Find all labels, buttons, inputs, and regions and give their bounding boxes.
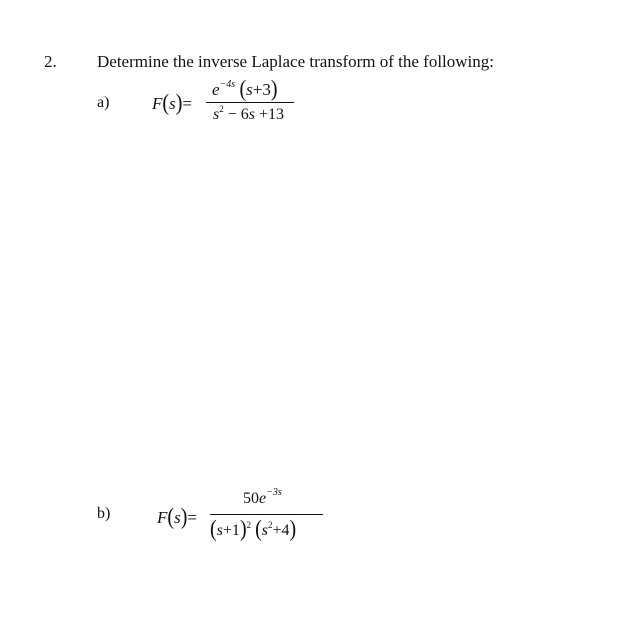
exp-exponent: −3s	[266, 487, 282, 498]
paren-close: )	[175, 90, 183, 116]
variable: s	[169, 94, 176, 113]
den-power: 2	[219, 104, 224, 114]
part-b-denominator	[210, 518, 296, 541]
exp-exponent: −4s	[219, 79, 236, 90]
exp-base: e	[212, 80, 220, 99]
factor2-power: 2	[268, 520, 273, 530]
paren-open: (	[255, 516, 262, 542]
factor2-tail: +4	[272, 522, 290, 539]
function-name: F	[157, 508, 168, 527]
fraction-bar-b	[210, 514, 323, 515]
exp-base: e	[259, 490, 267, 507]
paren-open: (	[162, 90, 170, 116]
part-b-numerator	[243, 487, 282, 508]
factor-const: 3	[262, 80, 271, 99]
paren-close: )	[289, 516, 297, 542]
equals-sign: =	[187, 508, 197, 527]
den-middle-var: s	[248, 106, 255, 123]
question-number: 2.	[44, 52, 57, 71]
plus-sign: +	[252, 80, 263, 99]
den-var: s	[213, 106, 220, 123]
paren-open: (	[210, 516, 217, 542]
part-a-lhs	[152, 92, 192, 115]
equals-sign: =	[182, 94, 192, 113]
factor1-tail: +1	[222, 522, 240, 539]
part-a-denominator	[213, 106, 284, 124]
function-name: F	[152, 94, 163, 113]
factor1-var: s	[216, 522, 223, 539]
part-a-numerator	[212, 78, 278, 101]
paren-open: (	[239, 76, 247, 102]
den-tail: +13	[255, 106, 285, 123]
paren-close: )	[239, 516, 247, 542]
paren-open: (	[167, 504, 175, 530]
part-b-lhs	[157, 506, 197, 529]
variable: s	[174, 508, 181, 527]
fraction-bar-a	[206, 102, 294, 103]
factor-var: s	[246, 80, 253, 99]
factor2-var: s	[261, 522, 269, 539]
paren-close: )	[270, 76, 278, 102]
question-instruction: Determine the inverse Laplace transform of the following:	[97, 52, 494, 71]
part-b-label: b)	[97, 505, 111, 522]
paren-close: )	[180, 504, 188, 530]
coefficient: 50	[243, 490, 259, 507]
den-middle: − 6	[223, 106, 249, 123]
part-a-label: a)	[97, 94, 110, 111]
factor1-power: 2	[246, 520, 252, 530]
